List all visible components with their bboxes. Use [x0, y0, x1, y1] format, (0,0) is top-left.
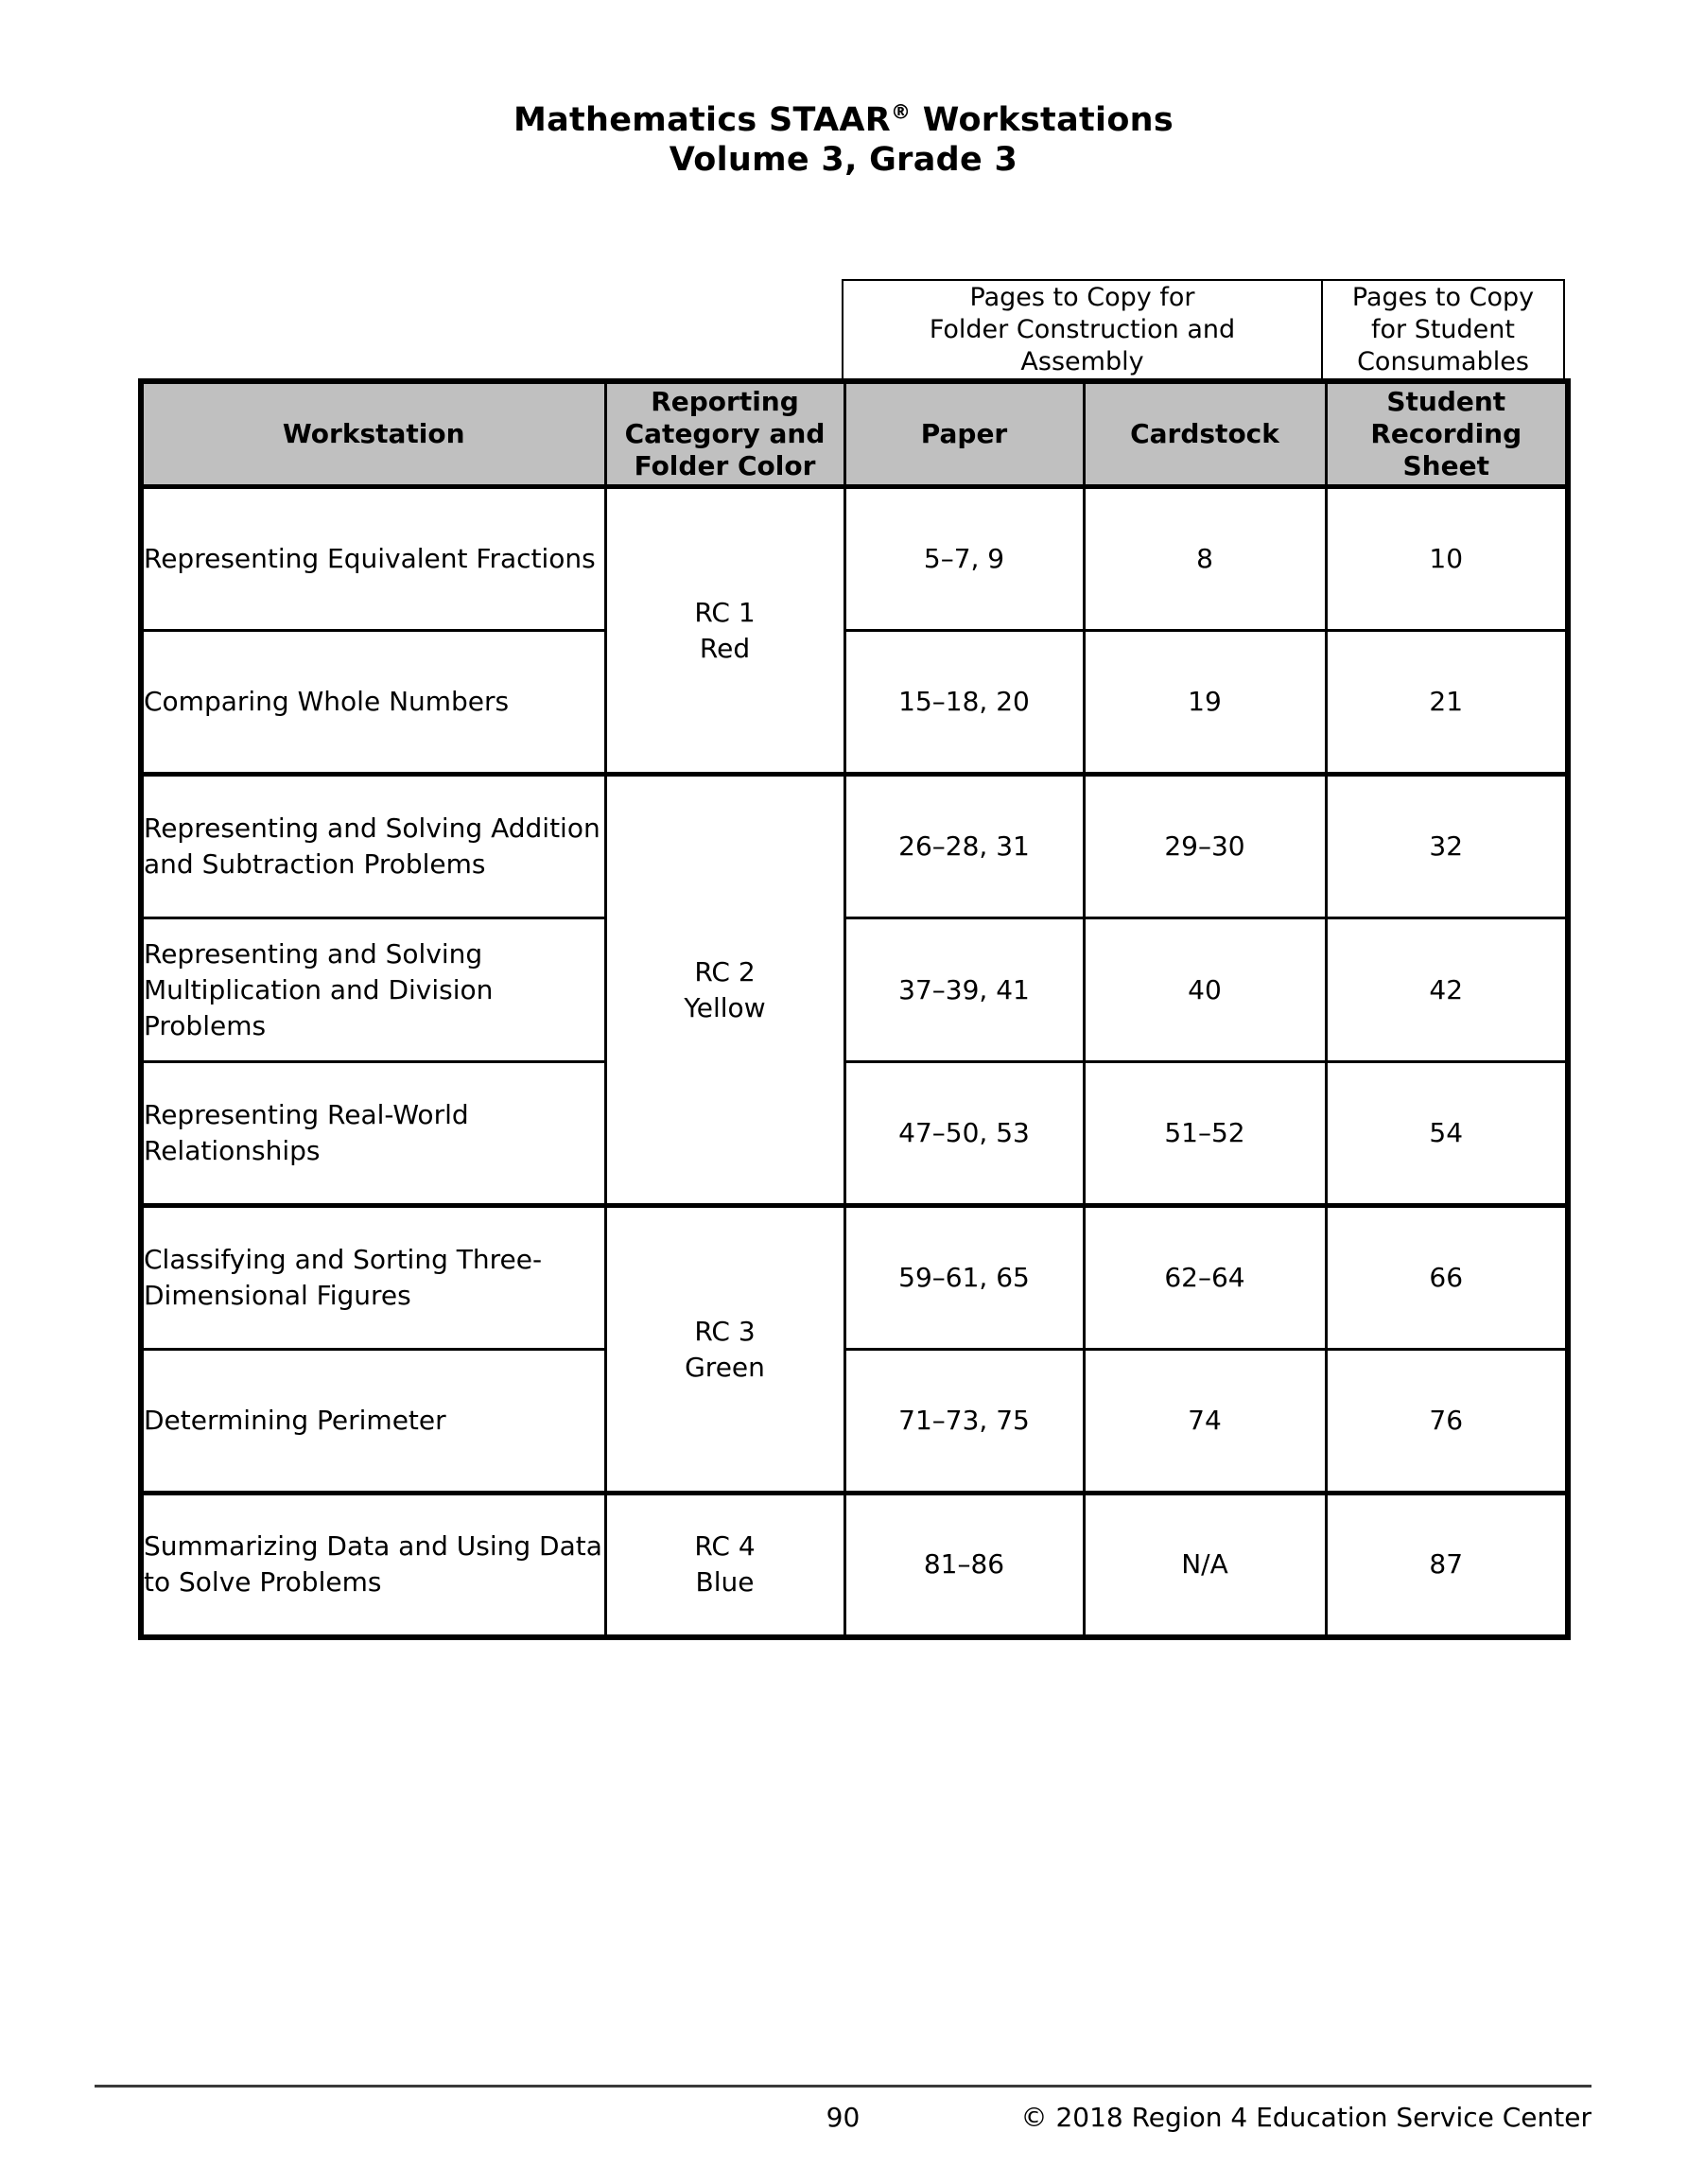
rc-folder-color: Red [699, 632, 751, 664]
header-cell-workstation: Workstation [141, 381, 605, 487]
paper-pages-cell: 26–28, 31 [844, 775, 1084, 918]
cardstock-pages-cell: 40 [1084, 918, 1326, 1062]
rc-label: RC 4 [694, 1530, 756, 1563]
student-sheet-page-cell: 66 [1326, 1206, 1568, 1350]
page-number: 90 [826, 2102, 861, 2133]
workstation-cell: Determining Perimeter [141, 1350, 605, 1494]
paper-pages-cell: 47–50, 53 [844, 1062, 1084, 1206]
header-cell-paper: Paper [844, 381, 1084, 487]
registered-trademark-mark: ® [890, 100, 912, 124]
paper-pages-cell: 5–7, 9 [844, 487, 1084, 631]
reporting-category-cell [605, 487, 844, 775]
table-row [141, 487, 1568, 631]
page-title [0, 100, 1687, 180]
table-row [141, 775, 1568, 918]
cardstock-pages-cell: N/A [1084, 1494, 1326, 1637]
student-sheet-page-cell: 76 [1326, 1350, 1568, 1494]
footer-rule [95, 2085, 1591, 2088]
table-row [141, 918, 1568, 1062]
paper-pages-cell: 15–18, 20 [844, 631, 1084, 775]
title-line-2: Volume 3, Grade 3 [669, 141, 1018, 179]
workstation-cell: Representing Real-World Relationships [141, 1062, 605, 1206]
table-row [141, 1206, 1568, 1350]
paper-pages-cell: 37–39, 41 [844, 918, 1084, 1062]
reporting-category-cell [605, 775, 844, 1206]
table-row [141, 1494, 1568, 1637]
top-header-folder-line: Folder Construction and [929, 314, 1236, 344]
paper-pages-cell: 59–61, 65 [844, 1206, 1084, 1350]
cardstock-pages-cell: 19 [1084, 631, 1326, 775]
header-student-line: Recording [1370, 418, 1522, 449]
workstation-cell: Summarizing Data and Using Data to Solve Problems [141, 1494, 605, 1637]
header-reporting-line: Folder Color [634, 450, 816, 481]
page-footer [95, 2100, 1591, 2140]
header-reporting-line: Category and [624, 418, 826, 449]
workstations-table [138, 378, 1571, 1640]
workstation-cell: Comparing Whole Numbers [141, 631, 605, 775]
paper-pages-cell: 81–86 [844, 1494, 1084, 1637]
rc-label: RC 3 [694, 1315, 756, 1347]
student-sheet-page-cell: 42 [1326, 918, 1568, 1062]
cardstock-pages-cell: 8 [1084, 487, 1326, 631]
top-header-consumables-line: Consumables [1357, 346, 1529, 376]
header-cell-student-recording-sheet [1326, 381, 1568, 487]
header-cell-reporting-category [605, 381, 844, 487]
reporting-category-cell [605, 1494, 844, 1637]
table-row [141, 1350, 1568, 1494]
title-line-1 [0, 100, 1687, 140]
title-text-main: Mathematics STAAR [513, 101, 891, 139]
header-row [141, 381, 1568, 487]
header-cell-cardstock: Cardstock [1084, 381, 1326, 487]
table-row [141, 631, 1568, 775]
rc-label: RC 1 [694, 596, 756, 628]
cardstock-pages-cell: 74 [1084, 1350, 1326, 1494]
rc-folder-color: Green [685, 1351, 765, 1383]
student-sheet-page-cell: 87 [1326, 1494, 1568, 1637]
workstation-cell: Classifying and Sorting Three-Dimensional Figures [141, 1206, 605, 1350]
workstations-table-container [138, 378, 1571, 1640]
cardstock-pages-cell: 62–64 [1084, 1206, 1326, 1350]
student-sheet-page-cell: 10 [1326, 487, 1568, 631]
top-header-student-consumables [1323, 279, 1565, 378]
paper-pages-cell: 71–73, 75 [844, 1350, 1084, 1494]
reporting-category-cell [605, 1206, 844, 1494]
cardstock-pages-cell: 29–30 [1084, 775, 1326, 918]
top-header-folder-construction [842, 279, 1323, 378]
workstation-cell: Representing Equivalent Fractions [141, 487, 605, 631]
top-header-folder-line: Assembly [1020, 346, 1144, 376]
cardstock-pages-cell: 51–52 [1084, 1062, 1326, 1206]
student-sheet-page-cell: 32 [1326, 775, 1568, 918]
rc-label: RC 2 [694, 955, 756, 987]
top-header-folder-line: Pages to Copy for [969, 282, 1195, 312]
workstation-cell: Representing and Solving Multiplication and Division Problems [141, 918, 605, 1062]
title-text-rest: Workstations [911, 101, 1174, 139]
copyright-notice: © 2018 Region 4 Education Service Center [1020, 2102, 1591, 2133]
header-student-line: Student [1386, 386, 1506, 417]
student-sheet-page-cell: 54 [1326, 1062, 1568, 1206]
header-student-line: Sheet [1402, 450, 1489, 481]
top-header-consumables-line: Pages to Copy [1351, 282, 1535, 312]
table-row [141, 1062, 1568, 1206]
rc-folder-color: Yellow [684, 991, 766, 1023]
workstation-cell: Representing and Solving Addition and Subtraction Problems [141, 775, 605, 918]
header-reporting-line: Reporting [651, 386, 799, 417]
top-header-consumables-line: for Student [1371, 314, 1515, 344]
rc-folder-color: Blue [695, 1566, 755, 1599]
student-sheet-page-cell: 21 [1326, 631, 1568, 775]
